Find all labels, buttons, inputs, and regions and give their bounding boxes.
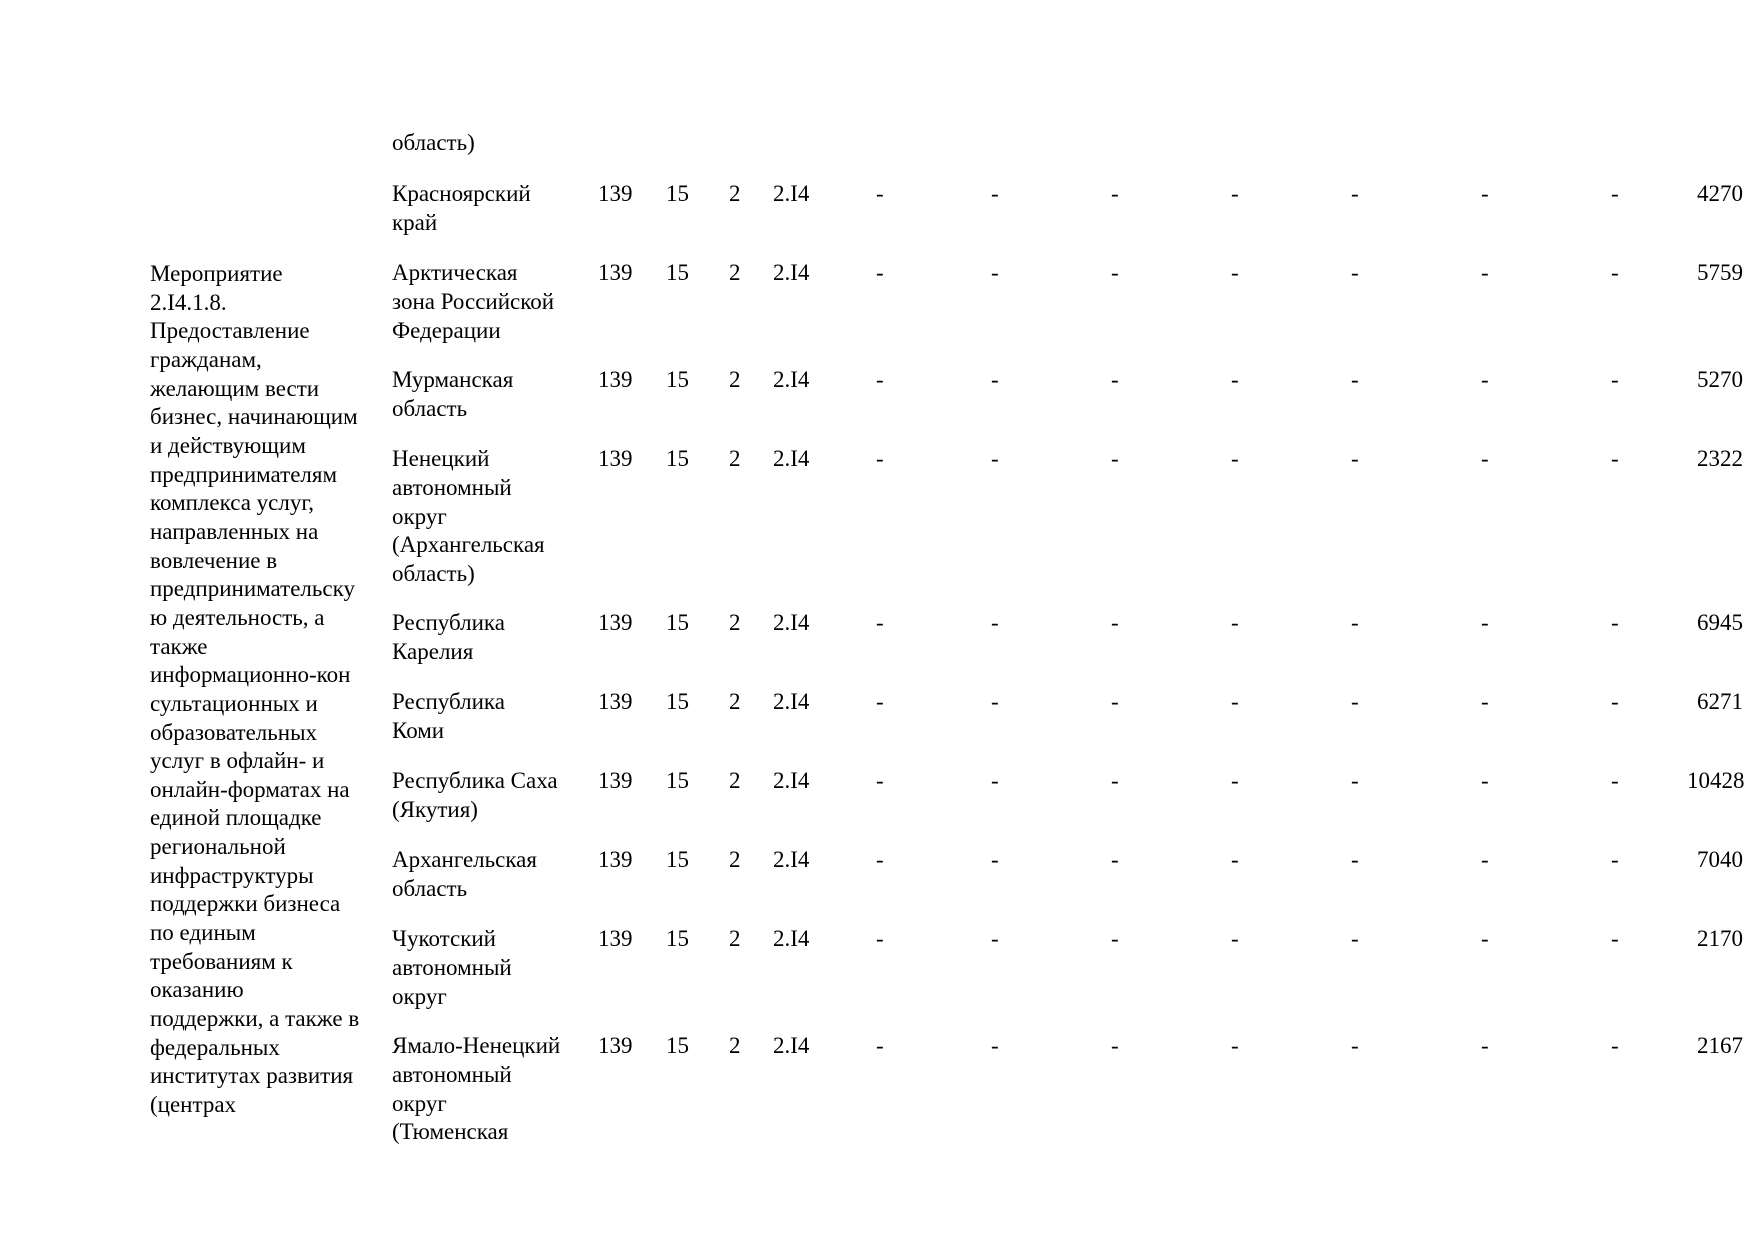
empty-value-dash: - bbox=[1231, 689, 1239, 714]
amount-value: 2167 bbox=[1697, 1033, 1743, 1058]
empty-value-dash: - bbox=[1351, 847, 1359, 872]
amount-value: 6945 bbox=[1697, 610, 1743, 635]
code-2-i4: 2.I4 bbox=[773, 926, 810, 951]
region-name: Красноярский край bbox=[392, 181, 531, 235]
empty-value-dash: - bbox=[1481, 260, 1489, 285]
empty-value-dash: - bbox=[991, 610, 999, 635]
code-2: 2 bbox=[729, 367, 741, 392]
empty-value-dash: - bbox=[876, 367, 884, 392]
amount-value: 2322 bbox=[1697, 446, 1743, 471]
amount-value: 5759 bbox=[1697, 260, 1743, 285]
empty-value-dash: - bbox=[1611, 367, 1619, 392]
code-15: 15 bbox=[666, 260, 689, 285]
empty-value-dash: - bbox=[1481, 1033, 1489, 1058]
code-2-i4: 2.I4 bbox=[773, 847, 810, 872]
code-15: 15 bbox=[666, 847, 689, 872]
empty-value-dash: - bbox=[1231, 1033, 1239, 1058]
empty-value-dash: - bbox=[1351, 446, 1359, 471]
region-name: Республика Коми bbox=[392, 689, 505, 743]
empty-value-dash: - bbox=[1611, 847, 1619, 872]
empty-value-dash: - bbox=[876, 260, 884, 285]
empty-value-dash: - bbox=[1611, 768, 1619, 793]
code-2-i4: 2.I4 bbox=[773, 446, 810, 471]
code-2-i4: 2.I4 bbox=[773, 768, 810, 793]
region-name: Мурманская область bbox=[392, 367, 514, 421]
code-15: 15 bbox=[666, 768, 689, 793]
empty-value-dash: - bbox=[1111, 926, 1119, 951]
empty-value-dash: - bbox=[991, 1033, 999, 1058]
code-2-i4: 2.I4 bbox=[773, 610, 810, 635]
code-2-i4: 2.I4 bbox=[773, 689, 810, 714]
amount-value: 7040 bbox=[1697, 847, 1743, 872]
code-15: 15 bbox=[666, 181, 689, 206]
region-name: Чукотский автономный округ bbox=[392, 926, 512, 1009]
empty-value-dash: - bbox=[1611, 260, 1619, 285]
empty-value-dash: - bbox=[1111, 610, 1119, 635]
code-139: 139 bbox=[598, 689, 633, 714]
empty-value-dash: - bbox=[1481, 689, 1489, 714]
empty-value-dash: - bbox=[876, 1033, 884, 1058]
empty-value-dash: - bbox=[991, 847, 999, 872]
empty-value-dash: - bbox=[1351, 367, 1359, 392]
empty-value-dash: - bbox=[876, 446, 884, 471]
amount-value: 6271 bbox=[1697, 689, 1743, 714]
empty-value-dash: - bbox=[1111, 847, 1119, 872]
code-2-i4: 2.I4 bbox=[773, 367, 810, 392]
empty-value-dash: - bbox=[1351, 260, 1359, 285]
empty-value-dash: - bbox=[1231, 926, 1239, 951]
code-15: 15 bbox=[666, 926, 689, 951]
region-continuation: область) bbox=[392, 130, 475, 155]
code-15: 15 bbox=[666, 367, 689, 392]
code-139: 139 bbox=[598, 181, 633, 206]
empty-value-dash: - bbox=[991, 181, 999, 206]
empty-value-dash: - bbox=[1481, 367, 1489, 392]
code-139: 139 bbox=[598, 610, 633, 635]
empty-value-dash: - bbox=[1111, 768, 1119, 793]
code-139: 139 bbox=[598, 768, 633, 793]
amount-value: 4270 bbox=[1697, 181, 1743, 206]
code-2: 2 bbox=[729, 689, 741, 714]
empty-value-dash: - bbox=[1611, 926, 1619, 951]
empty-value-dash: - bbox=[876, 926, 884, 951]
empty-value-dash: - bbox=[1351, 181, 1359, 206]
empty-value-dash: - bbox=[991, 367, 999, 392]
empty-value-dash: - bbox=[1351, 926, 1359, 951]
code-2: 2 bbox=[729, 610, 741, 635]
empty-value-dash: - bbox=[1111, 1033, 1119, 1058]
empty-value-dash: - bbox=[991, 926, 999, 951]
code-139: 139 bbox=[598, 446, 633, 471]
empty-value-dash: - bbox=[991, 260, 999, 285]
region-name: Ямало-Ненецкий автономный округ (Тюменская bbox=[392, 1033, 561, 1145]
region-name: Арктическая зона Российской Федерации bbox=[392, 260, 555, 343]
code-139: 139 bbox=[598, 260, 633, 285]
empty-value-dash: - bbox=[1231, 367, 1239, 392]
empty-value-dash: - bbox=[1111, 260, 1119, 285]
empty-value-dash: - bbox=[1351, 768, 1359, 793]
empty-value-dash: - bbox=[1481, 926, 1489, 951]
code-2: 2 bbox=[729, 1033, 741, 1058]
region-name: Архангельская область bbox=[392, 847, 537, 901]
empty-value-dash: - bbox=[1231, 768, 1239, 793]
empty-value-dash: - bbox=[1111, 446, 1119, 471]
empty-value-dash: - bbox=[991, 689, 999, 714]
code-2-i4: 2.I4 bbox=[773, 181, 810, 206]
code-2: 2 bbox=[729, 926, 741, 951]
empty-value-dash: - bbox=[1611, 689, 1619, 714]
empty-value-dash: - bbox=[1611, 610, 1619, 635]
empty-value-dash: - bbox=[1351, 689, 1359, 714]
amount-value: 5270 bbox=[1697, 367, 1743, 392]
empty-value-dash: - bbox=[1231, 446, 1239, 471]
empty-value-dash: - bbox=[991, 446, 999, 471]
empty-value-dash: - bbox=[876, 689, 884, 714]
empty-value-dash: - bbox=[876, 768, 884, 793]
empty-value-dash: - bbox=[1481, 181, 1489, 206]
amount-value: 2170 bbox=[1697, 926, 1743, 951]
region-name: Республика Саха (Якутия) bbox=[392, 768, 558, 822]
empty-value-dash: - bbox=[1231, 181, 1239, 206]
region-name: Республика Карелия bbox=[392, 610, 505, 664]
empty-value-dash: - bbox=[876, 847, 884, 872]
code-2-i4: 2.I4 bbox=[773, 1033, 810, 1058]
amount-value: 10428 bbox=[1687, 768, 1745, 793]
code-2: 2 bbox=[729, 847, 741, 872]
empty-value-dash: - bbox=[876, 181, 884, 206]
empty-value-dash: - bbox=[1111, 181, 1119, 206]
code-139: 139 bbox=[598, 1033, 633, 1058]
empty-value-dash: - bbox=[991, 768, 999, 793]
code-139: 139 bbox=[598, 847, 633, 872]
empty-value-dash: - bbox=[1231, 610, 1239, 635]
code-2: 2 bbox=[729, 181, 741, 206]
activity-description: Мероприятие 2.I4.1.8. Предоставление гражданам, желающим вести бизнес, начинающим и действующим предпринимателям комплекса услуг, направленных на вовлечение в предпринимательску ю деятельность, а также информационно-кон сультационных и образовательных услуг в офлайн- и онлайн-форматах на единой площадке региональной инфраструктуры поддержки бизнеса по единым требованиям к оказанию поддержки, а также в федеральных институтах развития (центрах bbox=[150, 261, 360, 1118]
code-15: 15 bbox=[666, 689, 689, 714]
region-name: Ненецкий автономный округ (Архангельская область) bbox=[392, 446, 545, 587]
code-2-i4: 2.I4 bbox=[773, 260, 810, 285]
empty-value-dash: - bbox=[1481, 610, 1489, 635]
empty-value-dash: - bbox=[876, 610, 884, 635]
empty-value-dash: - bbox=[1351, 610, 1359, 635]
empty-value-dash: - bbox=[1481, 847, 1489, 872]
code-15: 15 bbox=[666, 1033, 689, 1058]
empty-value-dash: - bbox=[1351, 1033, 1359, 1058]
code-15: 15 bbox=[666, 446, 689, 471]
code-139: 139 bbox=[598, 926, 633, 951]
code-139: 139 bbox=[598, 367, 633, 392]
empty-value-dash: - bbox=[1611, 446, 1619, 471]
empty-value-dash: - bbox=[1111, 689, 1119, 714]
empty-value-dash: - bbox=[1481, 768, 1489, 793]
code-2: 2 bbox=[729, 260, 741, 285]
code-2: 2 bbox=[729, 768, 741, 793]
empty-value-dash: - bbox=[1611, 1033, 1619, 1058]
empty-value-dash: - bbox=[1481, 446, 1489, 471]
empty-value-dash: - bbox=[1231, 260, 1239, 285]
code-15: 15 bbox=[666, 610, 689, 635]
empty-value-dash: - bbox=[1231, 847, 1239, 872]
empty-value-dash: - bbox=[1111, 367, 1119, 392]
code-2: 2 bbox=[729, 446, 741, 471]
empty-value-dash: - bbox=[1611, 181, 1619, 206]
